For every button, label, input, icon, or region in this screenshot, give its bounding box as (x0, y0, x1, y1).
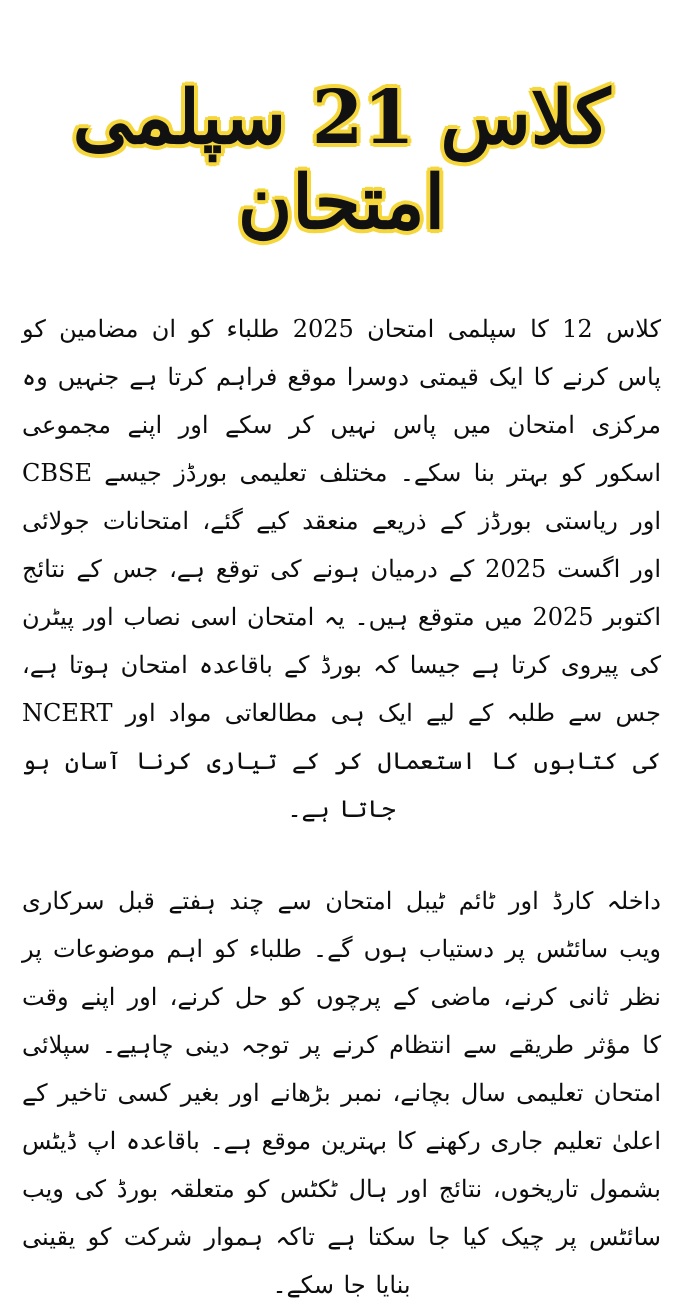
paragraph-1: کلاس 12 کا سپلمی امتحان 2025 طلباء کو ان مضامین کو پاس کرنے کا ایک قیمتی دوسرا موقع فراہم کرتا ہے جنہیں وہ مرکزی امتحان میں پاس نہیں کر سکے اور اپنے مجموعی اسکور کو بہتر بنا سکے۔ مختلف تعلیمی بورڈز جیسے CBSE اور ریاستی بورڈز کے ذریعے منعقد کیے گئے، امتحانات جولائی اور اگست 2025 کے درمیان ہونے کی توقع ہے، جس کے نتائج اکتوبر 2025 میں متوقع ہیں۔ یہ امتحان اسی نصاب اور پیٹرن کی پیروی کرتا ہے جیسا کہ بورڈ کے باقاعدہ امتحان ہوتا ہے، جس سے طلبہ کے لیے ایک ہی مطالعاتی مواد اور NCERT کی کتابوں کا استعمال کر کے تیاری کرنا آسان ہو جاتا ہے۔ (22, 315, 662, 824)
article-body (22, 305, 661, 1309)
paragraph-2: داخلہ کارڈ اور ٹائم ٹیبل امتحان سے چند ہفتے قبل سرکاری ویب سائٹس پر دستیاب ہوں گے۔ طلباء کو اہم موضوعات پر نظر ثانی کرنے، ماضی کے پرچوں کو حل کرنے، اور اپنے وقت کا مؤثر طریقے سے انتظام کرنے پر توجہ دینی چاہیے۔ سپلائی امتحان تعلیمی سال بچانے، نمبر بڑھانے اور بغیر کسی تاخیر کے اعلیٰ تعلیم جاری رکھنے کا بہترین موقع ہے۔ باقاعدہ اپ ڈیٹس بشمول تاریخوں، نتائج اور ہال ٹکٹس کو متعلقہ بورڈ کی ویب سائٹس پر چیک کیا جا سکتا ہے تاکہ ہموار شرکت کو یقینی بنایا جا سکے۔ (22, 887, 661, 1300)
paragraph-spacer (22, 863, 661, 877)
title-block (22, 18, 661, 305)
page-title: کلاس 12 سپلمی امتحان (72, 74, 611, 246)
